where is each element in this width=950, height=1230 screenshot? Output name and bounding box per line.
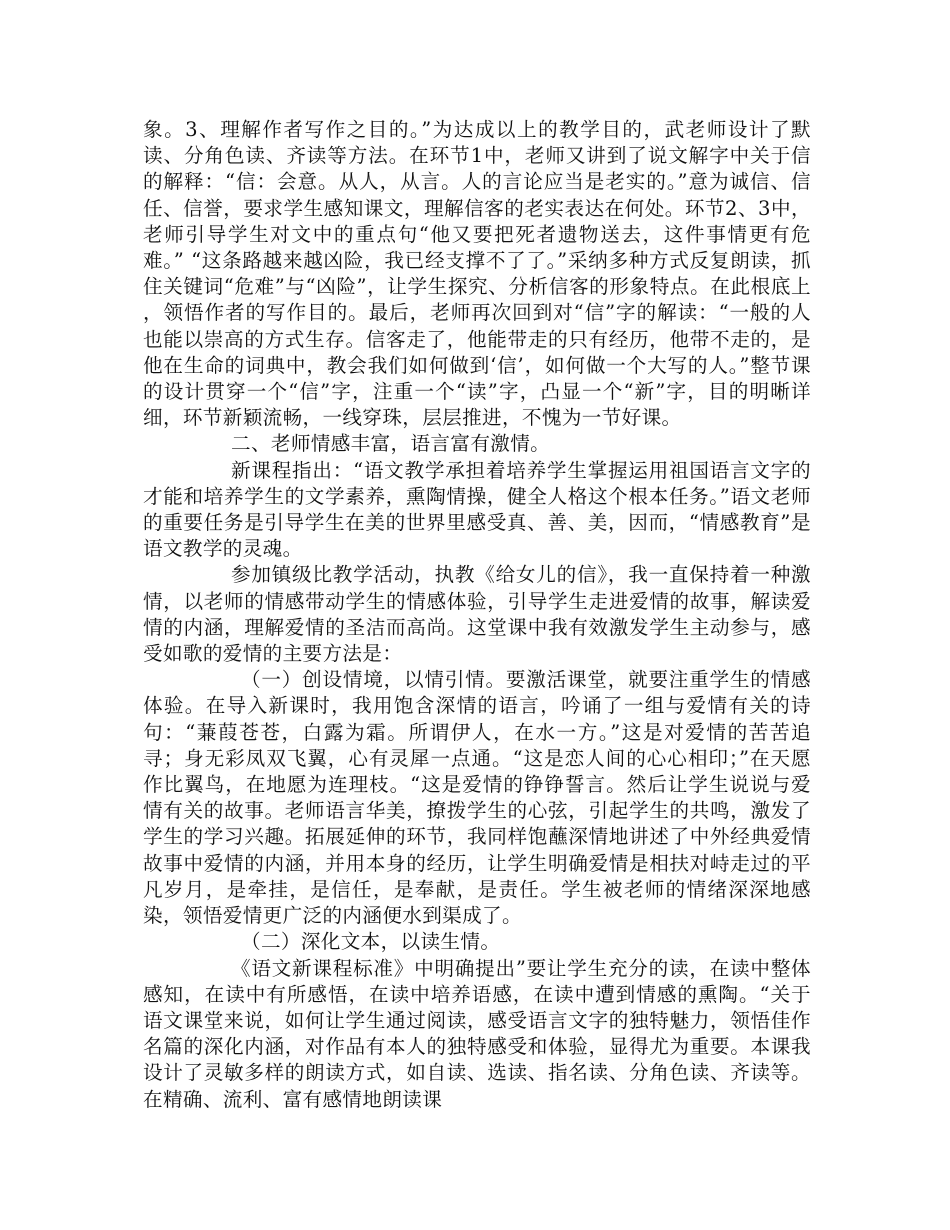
section-heading: 二、老师情感丰富，语言富有激情。 <box>231 432 551 456</box>
body-paragraph: （一）创设情境，以情引情。要激活课堂，就要注重学生的情感体验。在导入新课时，我用饱含深情的语言，吟诵了一组与爱情有关的诗句：“蒹葭苍苍，白露为霜。所谓伊人，在水一方。”这是对爱情的苦苦追寻；身无彩凤双飞翼，心有灵犀一点通。“这是恋人间的心心相印；”在天愿作比翼鸟，在地愿为连理枝。“这是爱情的铮铮誓言。然后让学生说说与爱情有关的故事。老师语言华美，撩拨学生的心弦，引起学生的共鸣，激发了学生的学习兴趣。拓展延伸的环节，我同样饱蘸深情地讲述了中外经典爱情故事中爱情的内涵，并用本身的经历，让学生明确爱情是相扶对峙走过的平凡岁月，是牵挂，是信任，是奉献，是责任。学生被老师的情绪深深地感染，领悟爱情更广泛的内涵便水到渠成了。 <box>143 668 811 928</box>
document-page <box>143 117 811 1113</box>
body-paragraph: 象。3、理解作者写作之目的。”为达成以上的教学目的，武老师设计了默读、分角色读、齐读等方法。在环节1中，老师又讲到了说文解字中关于信的解释：“信：会意。从人，从言。人的言论应当是老实的。”意为诚信、信任、信誉，要求学生感知课文，理解信客的老实表达在何处。环节2、3中，老师引导学生对文中的重点句“他又要把死者遗物送去，这件事情更有危难。” “这条路越来越凶险，我已经支撑不了了。”采纳多种方式反复朗读，抓住关键词“危难”与“凶险”，让学生探究、分析信客的形象特点。在此根底上 ，领悟作者的写作目的。最后，老师再次回到对“信”字的解读：“一般的人也能以崇高的方式生存。信客走了，他能带走的只有经历，他带不走的，是他在生命的词典中，教会我们如何做到‘信’，如何做一个大写的人。”整节课的设计贯穿一个“信”字，注重一个“读”字，凸显一个“新”字，目的明晰详细，环节新颖流畅，一线穿珠，层层推进，不愧为一节好课。 <box>143 118 811 430</box>
body-paragraph: 参加镇级比教学活动，执教《给女儿的信》，我一直保持着一种激情，以老师的情感带动学生的情感体验，引导学生走进爱情的故事，解读爱情的内涵，理解爱情的圣洁而高尚。这堂课中我有效激发学生主动参与，感受如歌的爱情的主要方法是： <box>143 563 811 666</box>
body-paragraph: 新课程指出：“语文教学承担着培养学生掌握运用祖国语言文字的才能和培养学生的文学素养，熏陶情操，健全人格这个根本任务。”语文老师的重要任务是引导学生在美的世界里感受真、善、美，因而，“情感教育”是语文教学的灵魂。 <box>143 458 811 561</box>
subsection-heading: （二）深化文本，以读生情。 <box>241 930 501 954</box>
body-paragraph: 《语文新课程标准》中明确提出”要让学生充分的读，在读中整体感知，在读中有所感悟，在读中培养语感，在读中遭到情感的熏陶。“关于语文课堂来说，如何让学生通过阅读，感受语言文字的独特魅力，领悟佳作名篇的深化内涵，对作品有本人的独特感受和体验，显得尤为重要。本课我设计了灵敏多样的朗读方式，如自读、选读、指名读、分角色读、齐读等。在精确、流利、富有感情地朗读课 <box>143 956 811 1111</box>
